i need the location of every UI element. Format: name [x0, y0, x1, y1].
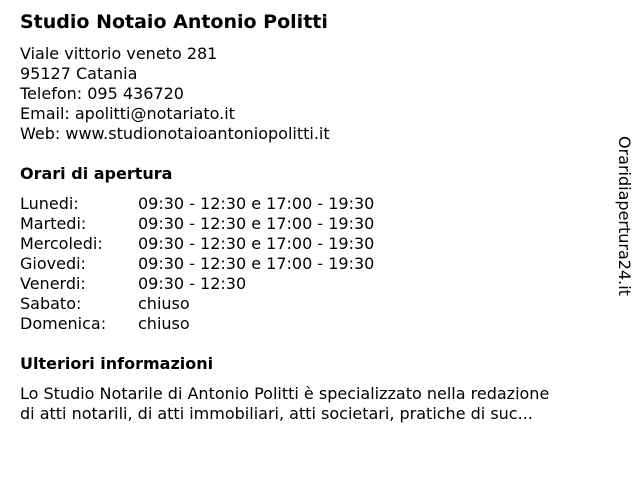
hours-day-label: Lunedi:: [20, 194, 79, 213]
hours-time-value: 09:30 - 12:30 e 17:00 - 19:30: [138, 234, 375, 253]
brand-watermark: Oraridiapertura24.it: [615, 136, 634, 296]
info-description: [20, 384, 610, 424]
hours-day-label: Venerdi:: [20, 274, 86, 293]
info-line: di atti notarili, di atti immobiliari, atti societari, pratiche di suc...: [20, 404, 533, 423]
address-street: Viale vittorio veneto 281: [20, 44, 218, 63]
hours-day-label: Domenica:: [20, 314, 107, 333]
hours-day-label: Martedi:: [20, 214, 87, 233]
info-heading: Ulteriori informazioni: [20, 354, 214, 373]
hours-time-value: 09:30 - 12:30 e 17:00 - 19:30: [138, 254, 375, 273]
address-city: 95127 Catania: [20, 64, 138, 83]
hours-time-value: chiuso: [138, 314, 190, 333]
hours-time-value: 09:30 - 12:30 e 17:00 - 19:30: [138, 194, 375, 213]
phone-line: Telefon: 095 436720: [20, 84, 184, 103]
hours-heading: Orari di apertura: [20, 164, 173, 183]
web-line: Web: www.studionotaioantoniopolitti.it: [20, 124, 330, 143]
hours-day-label: Mercoledi:: [20, 234, 103, 253]
hours-day-label: Sabato:: [20, 294, 82, 313]
studio-contact-block: [20, 44, 330, 144]
hours-time-value: 09:30 - 12:30: [138, 274, 247, 293]
studio-name: Studio Notaio Antonio Politti: [20, 11, 328, 33]
info-line: Lo Studio Notarile di Antonio Politti è specializzato nella redazione: [20, 384, 550, 403]
hours-time-value: 09:30 - 12:30 e 17:00 - 19:30: [138, 214, 375, 233]
hours-day-label: Giovedi:: [20, 254, 86, 273]
hours-time-value: chiuso: [138, 294, 190, 313]
email-line: Email: apolitti@notariato.it: [20, 104, 235, 123]
